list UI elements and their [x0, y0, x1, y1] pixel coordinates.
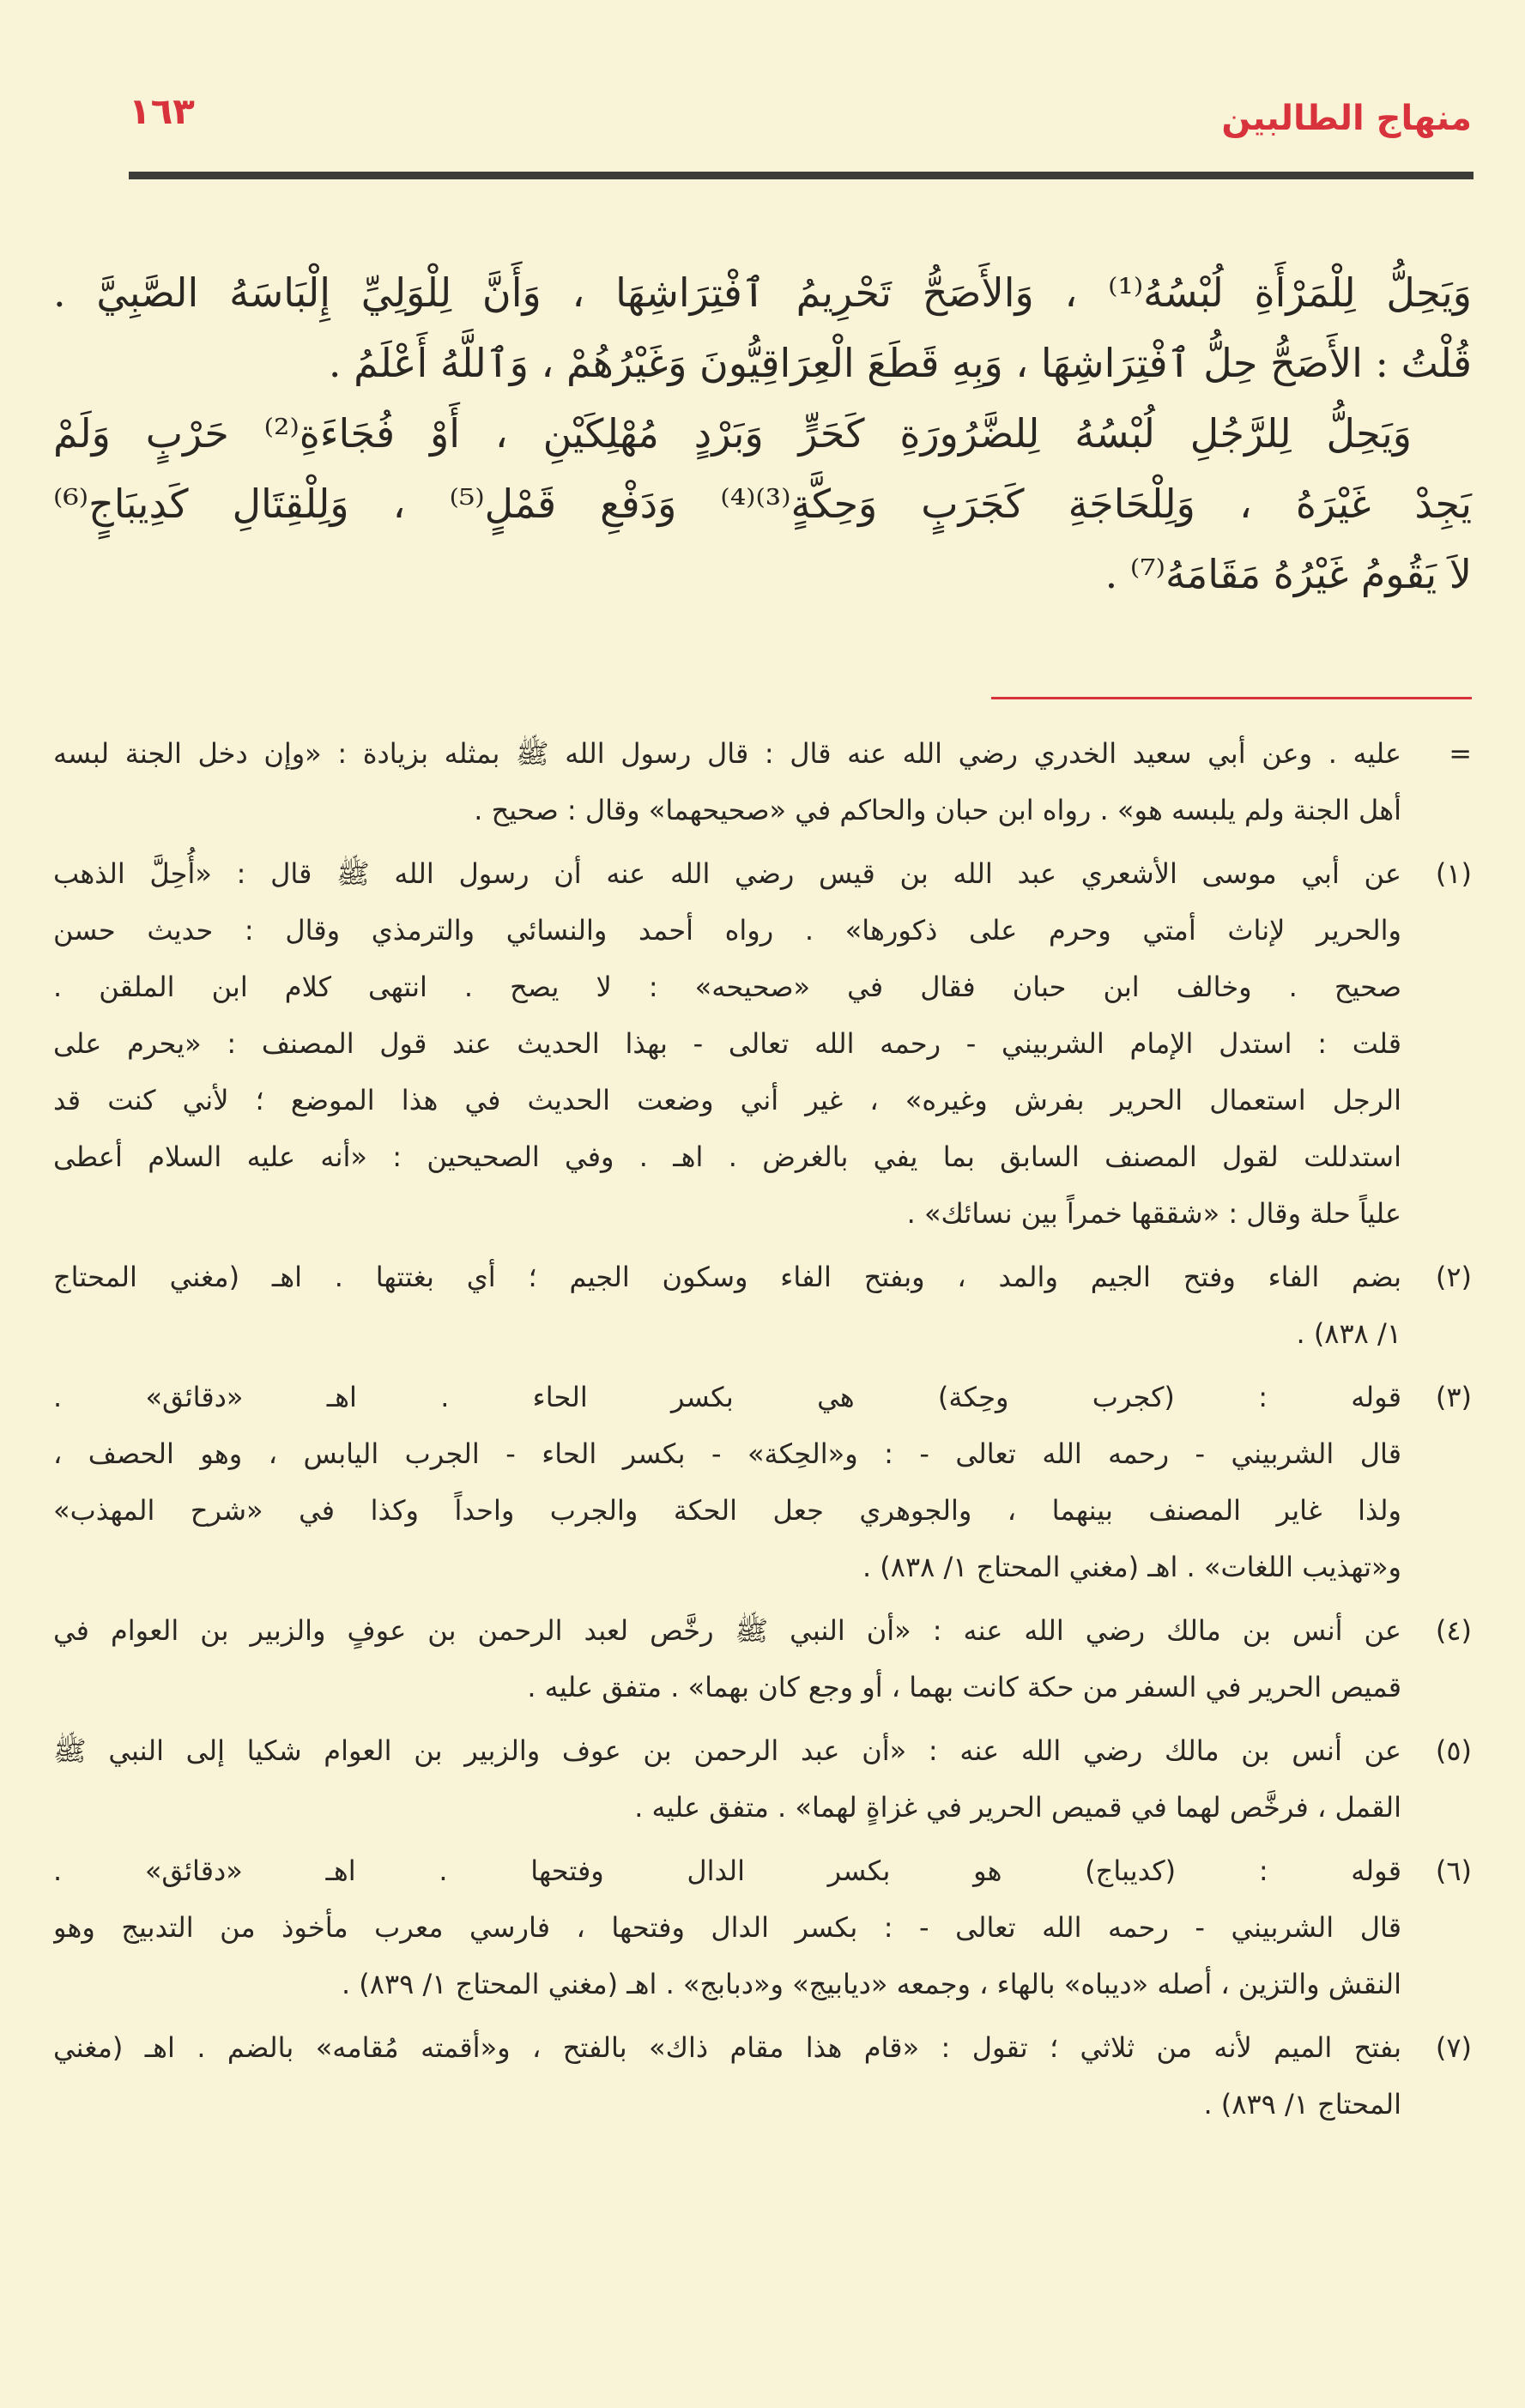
- main-line: يَجِدْ غَيْرَهُ ، وَلِلْحَاجَةِ كَجَرَبٍ وَحِكَّةٍ⁽³⁾⁽⁴⁾ وَدَفْعِ قَمْلٍ⁽⁵⁾ ، وَلِلْقِتَالِ كَدِيبَاجٍ⁽⁶⁾: [53, 481, 1473, 527]
- footnote-line: ١/ ٨٣٨) .: [1296, 1317, 1401, 1350]
- running-header: [129, 90, 1472, 159]
- footnote: [53, 1602, 1472, 1715]
- footnote-line: بضم الفاء وفتح الجيم والمد ، وبفتح الفاء وسكون الجيم ؛ أي بغتتها . اهـ (مغني المحتاج: [53, 1261, 1401, 1293]
- footnote-line: عن أنس بن مالك رضي الله عنه : «أن النبي ﷺ رخَّص لعبد الرحمن بن عوفٍ والزبير بن العوام في: [53, 1614, 1401, 1647]
- footnote-line: الرجل استعمال الحرير بفرش وغيره» ، غير أني وضعت الحديث في هذا الموضع ؛ لأني كنت قد: [53, 1084, 1401, 1116]
- footnote-line: علياً حلة وقال : «شققها خمراً بين نسائك» .: [906, 1197, 1401, 1230]
- footnote-line: عليه . وعن أبي سعيد الخدري رضي الله عنه قال : قال رسول الله ﷺ بمثله بزيادة : «وإن دخل الجنة لبسه: [53, 737, 1401, 770]
- footnote-line: قلت : استدل الإمام الشربيني - رحمه الله تعالى - بهذا الحديث عند قول المصنف : «يحرم على: [53, 1027, 1401, 1060]
- footnote: [53, 1842, 1472, 2012]
- main-line: لاَ يَقُومُ غَيْرُهُ مَقَامَهُ⁽⁷⁾ .: [1104, 551, 1472, 597]
- main-text: [53, 257, 1472, 609]
- footnote: [53, 1249, 1472, 1362]
- footnote-line: صحيح . وخالف ابن حبان فقال في «صحيحه» : لا يصح . انتهى كلام ابن الملقن .: [53, 971, 1401, 1003]
- footnote-number: =: [1449, 737, 1472, 770]
- footnote-number: (٤): [1435, 1614, 1472, 1647]
- footnote-number: (٦): [1435, 1854, 1472, 1887]
- footnote-number: (٥): [1435, 1734, 1472, 1767]
- footnote-line: والحرير لإناث أمتي وحرم على ذكورها» . رواه أحمد والنسائي والترمذي وقال : حديث حسن: [53, 914, 1401, 947]
- footnote: [53, 725, 1472, 838]
- main-line: وَيَحِلُّ لِلرَّجُلِ لُبْسُهُ لِلضَّرُورَةِ كَحَرٍّ وَبَرْدٍ مُهْلِكَيْنِ ، أَوْ فُجَاءَةِ⁽²⁾ حَرْبٍ وَلَمْ: [53, 410, 1412, 457]
- footnote-number: (٧): [1435, 2031, 1472, 2064]
- footnote-line: بفتح الميم لأنه من ثلاثي ؛ تقول : «قام هذا مقام ذاك» بالفتح ، و«أقمته مُقامه» بالضم . اهـ (مغني: [53, 2031, 1401, 2064]
- footnote-line: عن أبي موسى الأشعري عبد الله بن قيس رضي الله عنه أن رسول الله ﷺ قال : «أُحِلَّ الذهب: [53, 857, 1401, 890]
- footnote-line: قميص الحرير في السفر من حكة كانت بهما ، أو وجع كان بهما» . متفق عليه .: [527, 1671, 1401, 1703]
- page-number: ١٦٣: [129, 90, 195, 132]
- footnote-line: القمل ، فرخَّص لهما في قميص الحرير في غزاةٍ لهما» . متفق عليه .: [634, 1791, 1401, 1824]
- main-line: قُلْتُ : الأَصَحُّ حِلُّ ٱفْتِرَاشِهَا ، وَبِهِ قَطَعَ الْعِرَاقِيُّونَ وَغَيْرُهُمْ ، وَٱللَّهُ أَعْلَمُ .: [328, 340, 1472, 386]
- footnote-line: قال الشربيني - رحمه الله تعالى - : بكسر الدال وفتحها ، فارسي معرب مأخوذ من التدبيج وهو: [53, 1911, 1401, 1944]
- footnotes: [53, 725, 1472, 2139]
- footnote-line: استدللت لقول المصنف السابق بما يفي بالغرض . اهـ . وفي الصحيحين : «أنه عليه السلام أعطى: [53, 1140, 1401, 1173]
- footnote-line: قال الشربيني - رحمه الله تعالى - : و«الحِكة» - بكسر الحاء - الجرب اليابس ، وهو الحصف ،: [53, 1437, 1401, 1470]
- footnote-line: النقش والتزين ، أصله «ديباه» بالهاء ، وجمعه «ديابيج» و«دبابج» . اهـ (مغني المحتاج ١/ ٨٣٩) .: [341, 1968, 1401, 2000]
- footnote: [53, 1369, 1472, 1595]
- footnote-line: و«تهذيب اللغات» . اهـ (مغني المحتاج ١/ ٨٣٨) .: [862, 1551, 1401, 1583]
- main-line: وَيَحِلُّ لِلْمَرْأَةِ لُبْسُهُ⁽¹⁾ ، وَالأَصَحُّ تَحْرِيمُ ٱفْتِرَاشِهَا ، وَأَنَّ لِلْوَلِيِّ إِلْبَاسَهُ الصَّبِيَّ .: [53, 269, 1472, 316]
- footnote-line: أهل الجنة ولم يلبسه هو» . رواه ابن حبان والحاكم في «صحيحهما» وقال : صحيح .: [474, 794, 1401, 826]
- footnote-number: (٣): [1435, 1381, 1472, 1413]
- footnote-line: قوله : (كجرب وحِكة) هي بكسر الحاء . اهـ «دقائق» .: [53, 1381, 1401, 1413]
- book-title: منهاج الطالبين: [1221, 99, 1472, 138]
- footnote-line: ولذا غاير المصنف بينهما ، والجوهري جعل الحكة والجرب واحداً وكذا في «شرح المهذب»: [53, 1494, 1401, 1527]
- footnote: [53, 2019, 1472, 2133]
- header-rule: [129, 172, 1474, 179]
- footnote: [53, 845, 1472, 1242]
- footnote-line: عن أنس بن مالك رضي الله عنه : «أن عبد الرحمن بن عوف والزبير بن العوام شكيا إلى النبي ﷺ: [53, 1734, 1401, 1767]
- footnote-separator: [991, 697, 1472, 699]
- footnote: [53, 1722, 1472, 1836]
- footnote-line: المحتاج ١/ ٨٣٩) .: [1203, 2088, 1401, 2121]
- footnote-number: (٢): [1435, 1261, 1472, 1293]
- footnote-line: قوله : (كديباج) هو بكسر الدال وفتحها . اهـ «دقائق» .: [53, 1854, 1401, 1887]
- footnote-number: (١): [1435, 857, 1472, 890]
